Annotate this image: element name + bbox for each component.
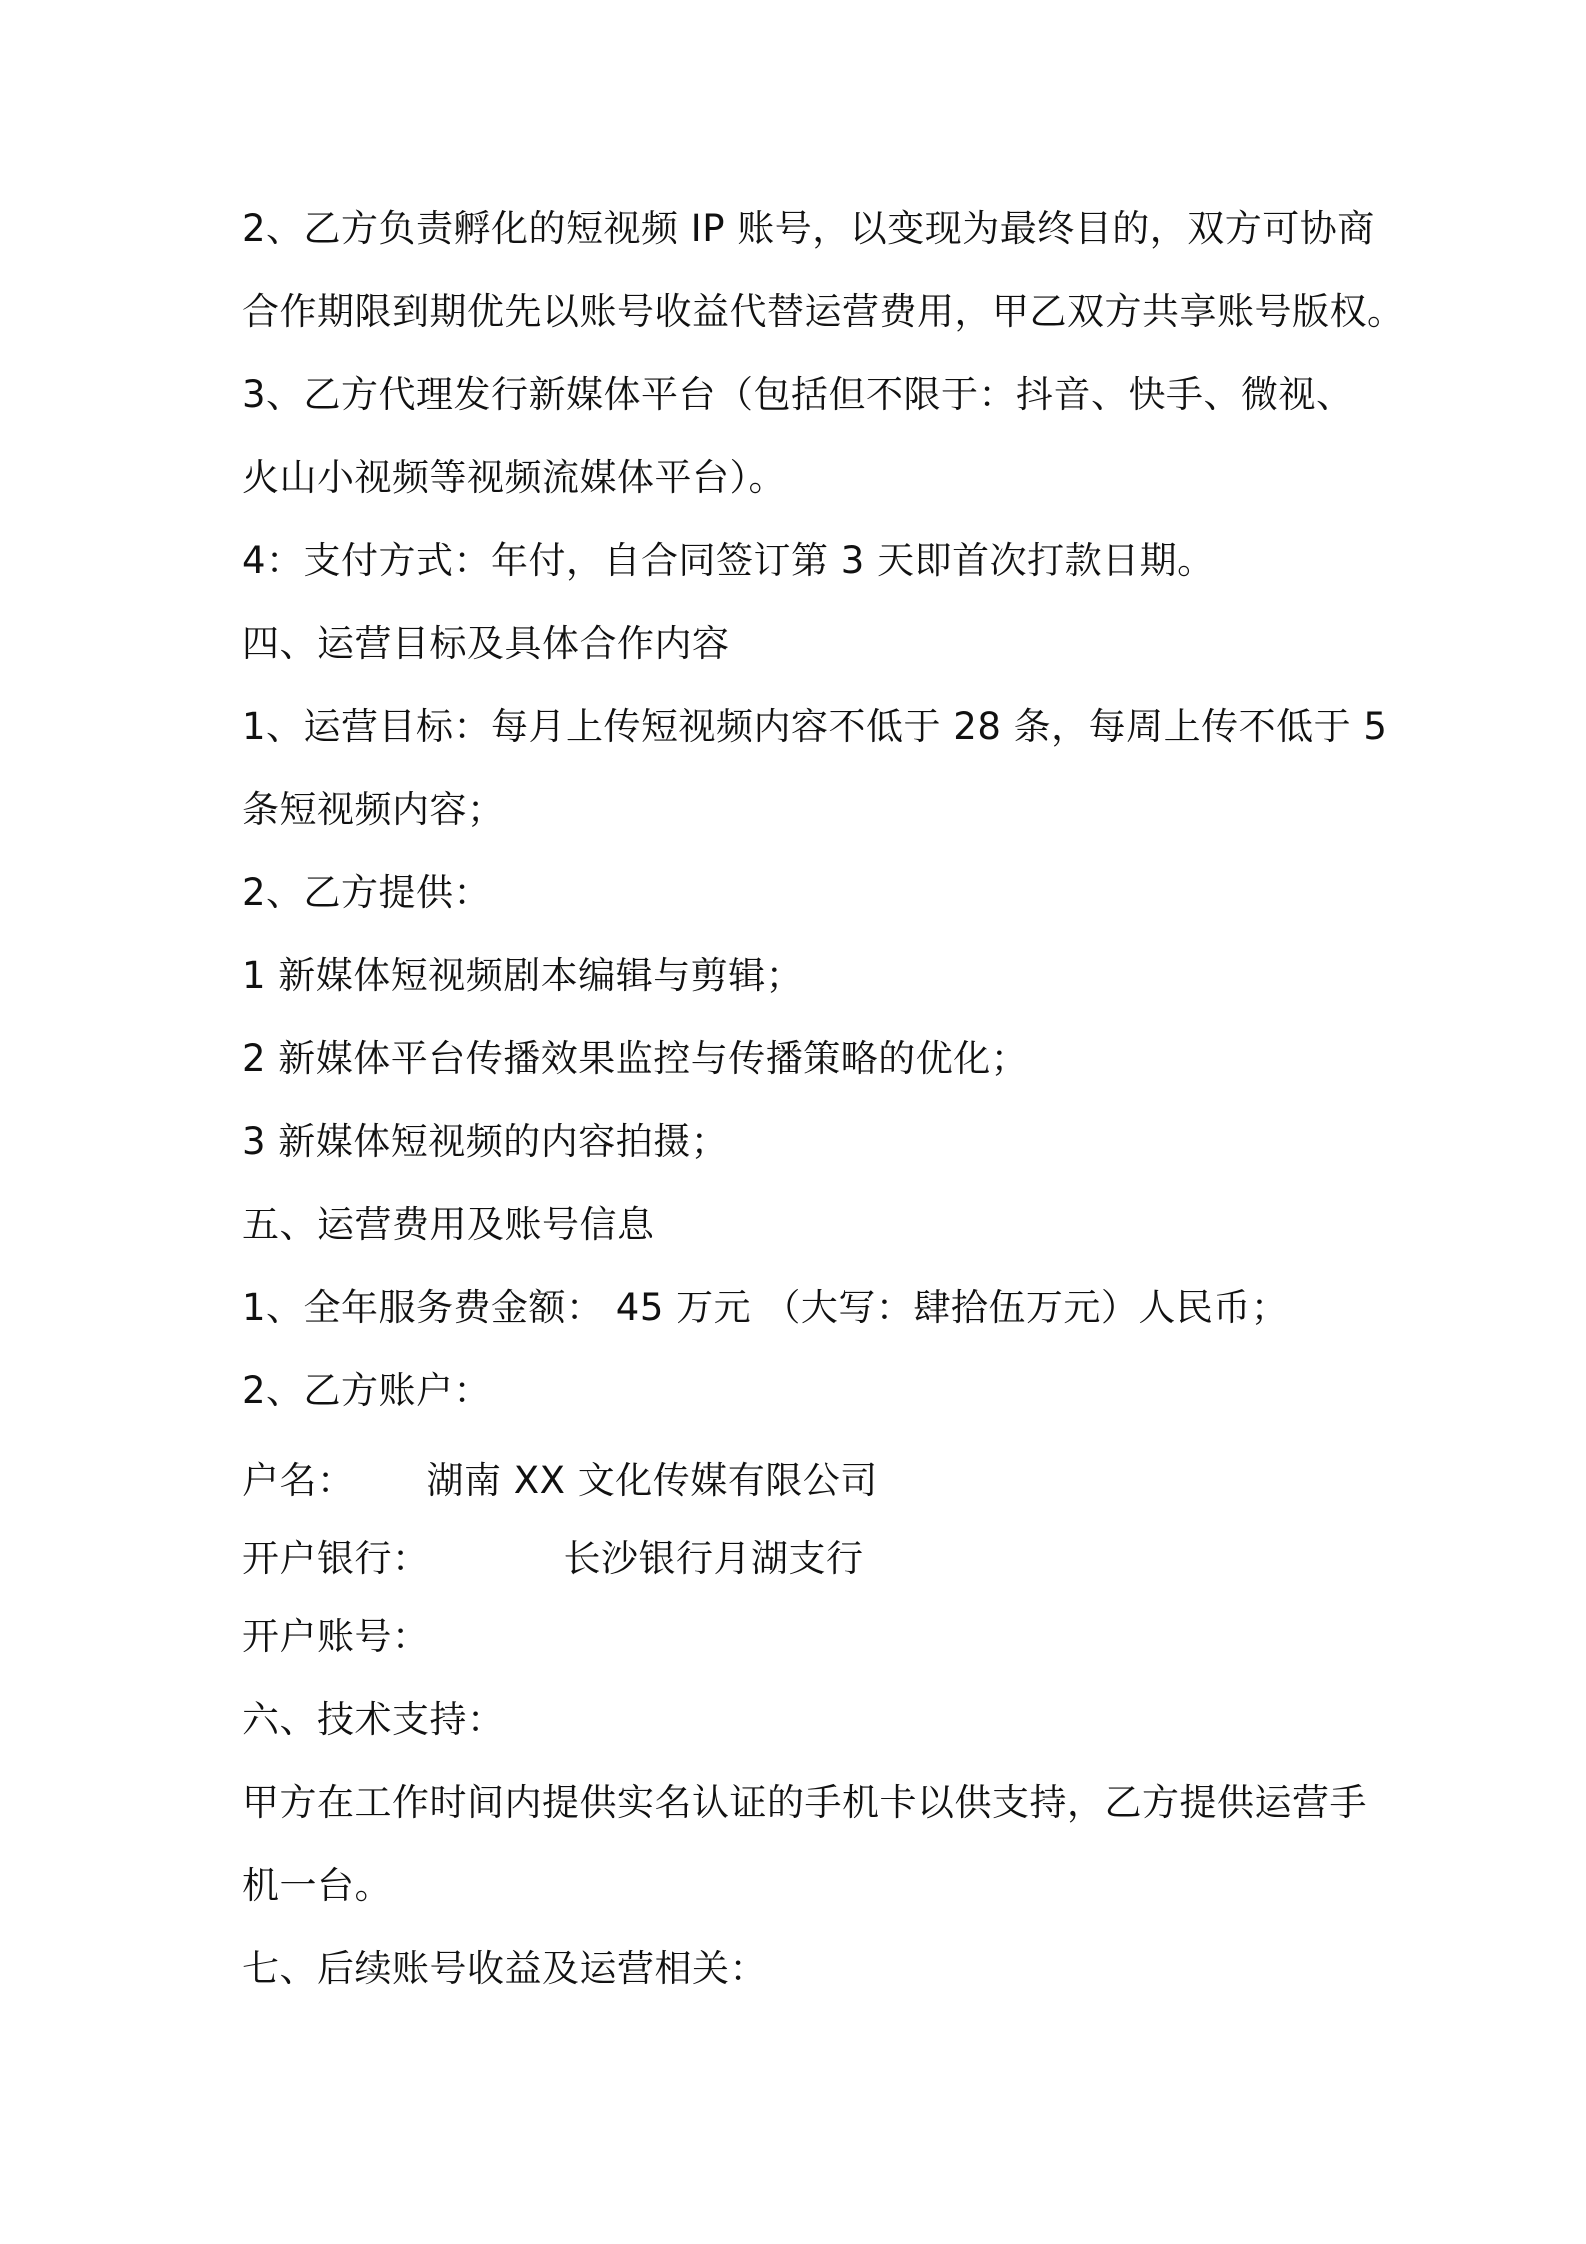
section-heading: 七、后续账号收益及运营相关： <box>242 1947 767 1990</box>
paragraph-line: 2、乙方提供： <box>242 871 492 914</box>
list-item: 3 新媒体短视频的内容拍摄； <box>242 1120 729 1163</box>
paragraph-line: 1、运营目标：每月上传短视频内容不低于 28 条，每周上传不低于 5 <box>242 705 1388 748</box>
account-name-label: 户名： <box>242 1459 355 1502</box>
paragraph-line: 3、乙方代理发行新媒体平台（包括但不限于：抖音、快手、微视、 <box>242 373 1354 416</box>
paragraph-line: 4：支付方式：年付，自合同签订第 3 天即首次打款日期。 <box>242 539 1215 582</box>
paragraph-line: 甲方在工作时间内提供实名认证的手机卡以供支持，乙方提供运营手 <box>242 1781 1367 1824</box>
list-item: 1 新媒体短视频剧本编辑与剪辑； <box>242 954 804 997</box>
bank-row <box>242 1537 864 1581</box>
account-name-value: 湖南 XX 文化传媒有限公司 <box>426 1459 878 1502</box>
paragraph-line: 机一台。 <box>242 1864 392 1907</box>
paragraph-line: 2、乙方负责孵化的短视频 IP 账号，以变现为最终目的，双方可协商 <box>242 207 1375 250</box>
account-number-label: 开户账号： <box>242 1615 430 1658</box>
bank-value: 长沙银行月湖支行 <box>563 1537 864 1580</box>
paragraph-line: 条短视频内容； <box>242 788 505 831</box>
account-name-row <box>242 1459 878 1503</box>
section-heading: 四、运营目标及具体合作内容 <box>242 622 730 665</box>
section-heading: 五、运营费用及账号信息 <box>242 1203 655 1246</box>
bank-label: 开户银行： <box>242 1537 430 1580</box>
paragraph-line: 2、乙方账户： <box>242 1369 492 1412</box>
paragraph-line: 火山小视频等视频流媒体平台）。 <box>242 456 786 499</box>
list-item: 2 新媒体平台传播效果监控与传播策略的优化； <box>242 1037 1029 1080</box>
section-heading: 六、技术支持： <box>242 1698 505 1741</box>
paragraph-line: 1、全年服务费金额： 45 万元 （大写：肆拾伍万元）人民币； <box>242 1286 1289 1329</box>
account-number-row <box>242 1615 430 1659</box>
paragraph-line: 合作期限到期优先以账号收益代替运营费用，甲乙双方共享账号版权。 <box>242 290 1405 333</box>
